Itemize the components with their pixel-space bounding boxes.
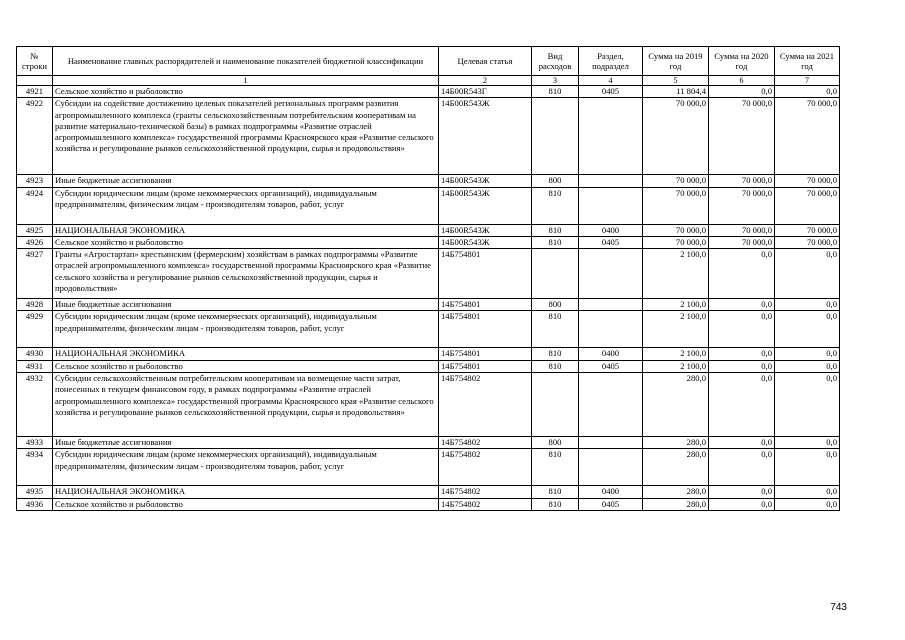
row-section <box>579 299 643 311</box>
table-row <box>17 187 840 224</box>
row-number: 4935 <box>17 486 53 498</box>
row-expense-type: 810 <box>532 311 579 348</box>
row-sum-2021: 0,0 <box>775 249 840 299</box>
header-row <box>17 47 840 76</box>
table-row <box>17 224 840 236</box>
row-sum-2021: 0,0 <box>775 299 840 311</box>
row-target-article: 14Б00R543Ж <box>439 187 532 224</box>
row-sum-2019: 2 100,0 <box>643 360 709 372</box>
table-row <box>17 348 840 360</box>
row-name: Субсидии сельскохозяйственным потребительским кооперативам на возмещение части затрат, понесенных в текущем финансовом году, в рамках подпрограммы «Развитие отраслей агропромышленного комплекса» государственной программы Красноярского края «Развитие сельского хозяйства и регулирование рынков сельскохозяйственной продукции, сырья и продовольствия» <box>53 373 439 437</box>
row-sum-2020: 70 000,0 <box>709 98 775 175</box>
row-number: 4923 <box>17 175 53 187</box>
table-row <box>17 360 840 372</box>
row-number: 4924 <box>17 187 53 224</box>
row-section: 0400 <box>579 224 643 236</box>
row-target-article: 14Б754802 <box>439 437 532 449</box>
column-number: 6 <box>709 76 775 86</box>
column-number: 3 <box>532 76 579 86</box>
row-sum-2021: 0,0 <box>775 311 840 348</box>
row-number: 4936 <box>17 498 53 510</box>
row-name: НАЦИОНАЛЬНАЯ ЭКОНОМИКА <box>53 224 439 236</box>
row-sum-2021: 70 000,0 <box>775 224 840 236</box>
table-row <box>17 437 840 449</box>
row-sum-2019: 2 100,0 <box>643 311 709 348</box>
row-section <box>579 98 643 175</box>
row-section <box>579 249 643 299</box>
column-number: 4 <box>579 76 643 86</box>
column-number: 7 <box>775 76 840 86</box>
row-sum-2021: 0,0 <box>775 86 840 98</box>
row-number: 4929 <box>17 311 53 348</box>
row-sum-2019: 70 000,0 <box>643 187 709 224</box>
row-target-article: 14Б00R543Ж <box>439 236 532 248</box>
col-header-target-article: Целевая статья <box>439 47 532 76</box>
row-target-article: 14Б754801 <box>439 249 532 299</box>
row-section <box>579 311 643 348</box>
table-row <box>17 236 840 248</box>
row-sum-2019: 2 100,0 <box>643 249 709 299</box>
row-expense-type: 810 <box>532 224 579 236</box>
row-expense-type: 810 <box>532 187 579 224</box>
row-section: 0405 <box>579 236 643 248</box>
page-number: 743 <box>830 602 847 613</box>
row-expense-type: 810 <box>532 86 579 98</box>
row-section <box>579 175 643 187</box>
row-expense-type: 800 <box>532 175 579 187</box>
row-target-article: 14Б754801 <box>439 360 532 372</box>
row-section: 0400 <box>579 348 643 360</box>
row-section: 0405 <box>579 86 643 98</box>
row-section <box>579 437 643 449</box>
row-target-article: 14Б754802 <box>439 486 532 498</box>
row-sum-2020: 0,0 <box>709 498 775 510</box>
row-number: 4930 <box>17 348 53 360</box>
row-expense-type: 810 <box>532 498 579 510</box>
row-sum-2021: 70 000,0 <box>775 175 840 187</box>
row-section <box>579 187 643 224</box>
column-number: 5 <box>643 76 709 86</box>
row-sum-2020: 70 000,0 <box>709 236 775 248</box>
row-name: Сельское хозяйство и рыболовство <box>53 360 439 372</box>
col-header-section: Раздел, подраздел <box>579 47 643 76</box>
row-sum-2020: 0,0 <box>709 486 775 498</box>
row-sum-2021: 0,0 <box>775 348 840 360</box>
row-sum-2020: 0,0 <box>709 437 775 449</box>
row-sum-2020: 70 000,0 <box>709 175 775 187</box>
col-header-sum-2019: Сумма на 2019 год <box>643 47 709 76</box>
row-sum-2019: 2 100,0 <box>643 348 709 360</box>
row-expense-type: 810 <box>532 449 579 486</box>
row-sum-2019: 280,0 <box>643 437 709 449</box>
column-number-blank <box>17 76 53 86</box>
row-sum-2020: 70 000,0 <box>709 224 775 236</box>
row-expense-type <box>532 98 579 175</box>
row-target-article: 14Б754801 <box>439 348 532 360</box>
row-sum-2021: 70 000,0 <box>775 236 840 248</box>
row-sum-2020: 70 000,0 <box>709 187 775 224</box>
row-number: 4933 <box>17 437 53 449</box>
row-expense-type <box>532 373 579 437</box>
row-number: 4932 <box>17 373 53 437</box>
row-expense-type: 810 <box>532 486 579 498</box>
row-sum-2020: 0,0 <box>709 311 775 348</box>
row-sum-2019: 70 000,0 <box>643 175 709 187</box>
row-section <box>579 449 643 486</box>
row-target-article: 14Б00R543Г <box>439 86 532 98</box>
budget-table <box>16 46 840 511</box>
table-row <box>17 299 840 311</box>
row-name: Гранты «Агростартап» крестьянским (фермерским) хозяйствам в рамках подпрограммы «Развитие отраслей агропромышленного комплекса» государственной программы Красноярского края «Развитие сельского хозяйства и регулирование рынков сельскохозяйственной продукции, сырья и продовольствия» <box>53 249 439 299</box>
col-header-name: Наименование главных распорядителей и наименование показателей бюджетной классификации <box>53 47 439 76</box>
row-name: Сельское хозяйство и рыболовство <box>53 236 439 248</box>
row-name: НАЦИОНАЛЬНАЯ ЭКОНОМИКА <box>53 486 439 498</box>
row-section: 0400 <box>579 486 643 498</box>
row-number: 4921 <box>17 86 53 98</box>
row-sum-2019: 70 000,0 <box>643 98 709 175</box>
row-sum-2019: 11 804,4 <box>643 86 709 98</box>
row-name: НАЦИОНАЛЬНАЯ ЭКОНОМИКА <box>53 348 439 360</box>
row-name: Иные бюджетные ассигнования <box>53 437 439 449</box>
row-sum-2021: 0,0 <box>775 437 840 449</box>
column-number: 2 <box>439 76 532 86</box>
table-row <box>17 311 840 348</box>
row-sum-2020: 0,0 <box>709 249 775 299</box>
row-expense-type: 800 <box>532 437 579 449</box>
column-number: 1 <box>53 76 439 86</box>
row-sum-2021: 0,0 <box>775 360 840 372</box>
row-name: Субсидии юридическим лицам (кроме некоммерческих организаций), индивидуальным предпринимателям, физическим лицам - производителям товаров, работ, услуг <box>53 187 439 224</box>
row-sum-2020: 0,0 <box>709 299 775 311</box>
row-number: 4922 <box>17 98 53 175</box>
row-number: 4934 <box>17 449 53 486</box>
row-sum-2019: 280,0 <box>643 449 709 486</box>
row-sum-2020: 0,0 <box>709 86 775 98</box>
row-sum-2019: 2 100,0 <box>643 299 709 311</box>
row-target-article: 14Б754802 <box>439 449 532 486</box>
row-number: 4925 <box>17 224 53 236</box>
row-target-article: 14Б754802 <box>439 498 532 510</box>
row-expense-type: 810 <box>532 348 579 360</box>
row-sum-2021: 70 000,0 <box>775 187 840 224</box>
row-name: Субсидии на содействие достижению целевых показателей региональных программ развития агропромышленного комплекса (гранты сельскохозяйственным потребительским кооперативам на развитие материально-технической базы) в рамках подпрограммы «Развитие отраслей агропромышленного комплекса» государственной программы Красноярского края «Развитие сельского хозяйства и регулирование рынков сельскохозяйственной продукции, сырья и продовольствия» <box>53 98 439 175</box>
col-header-expense-type: Вид расходов <box>532 47 579 76</box>
table-row <box>17 98 840 175</box>
col-header-sum-2021: Сумма на 2021 год <box>775 47 840 76</box>
row-target-article: 14Б00R543Ж <box>439 175 532 187</box>
row-sum-2020: 0,0 <box>709 373 775 437</box>
row-section: 0405 <box>579 360 643 372</box>
table-row <box>17 486 840 498</box>
row-number: 4928 <box>17 299 53 311</box>
row-name: Субсидии юридическим лицам (кроме некоммерческих организаций), индивидуальным предпринимателям, физическим лицам - производителям товаров, работ, услуг <box>53 311 439 348</box>
row-sum-2020: 0,0 <box>709 360 775 372</box>
table-row <box>17 86 840 98</box>
row-sum-2021: 0,0 <box>775 373 840 437</box>
row-sum-2019: 280,0 <box>643 498 709 510</box>
row-target-article: 14Б754801 <box>439 299 532 311</box>
row-section: 0405 <box>579 498 643 510</box>
row-sum-2019: 70 000,0 <box>643 224 709 236</box>
row-number: 4931 <box>17 360 53 372</box>
row-sum-2021: 70 000,0 <box>775 98 840 175</box>
table-row <box>17 175 840 187</box>
col-header-row-number: № строки <box>17 47 53 76</box>
row-name: Сельское хозяйство и рыболовство <box>53 86 439 98</box>
table-row <box>17 498 840 510</box>
row-sum-2019: 280,0 <box>643 373 709 437</box>
row-expense-type: 810 <box>532 236 579 248</box>
table-row <box>17 373 840 437</box>
row-sum-2021: 0,0 <box>775 449 840 486</box>
row-number: 4926 <box>17 236 53 248</box>
row-section <box>579 373 643 437</box>
row-expense-type <box>532 249 579 299</box>
row-number: 4927 <box>17 249 53 299</box>
row-sum-2021: 0,0 <box>775 498 840 510</box>
row-target-article: 14Б754802 <box>439 373 532 437</box>
table-row <box>17 249 840 299</box>
row-sum-2021: 0,0 <box>775 486 840 498</box>
row-name: Иные бюджетные ассигнования <box>53 175 439 187</box>
row-expense-type: 800 <box>532 299 579 311</box>
col-header-sum-2020: Сумма на 2020 год <box>709 47 775 76</box>
row-expense-type: 810 <box>532 360 579 372</box>
row-sum-2019: 70 000,0 <box>643 236 709 248</box>
row-target-article: 14Б00R543Ж <box>439 224 532 236</box>
row-sum-2020: 0,0 <box>709 348 775 360</box>
table-row <box>17 449 840 486</box>
row-sum-2020: 0,0 <box>709 449 775 486</box>
row-name: Сельское хозяйство и рыболовство <box>53 498 439 510</box>
row-target-article: 14Б754801 <box>439 311 532 348</box>
row-name: Иные бюджетные ассигнования <box>53 299 439 311</box>
column-number-row <box>17 76 840 86</box>
row-sum-2019: 280,0 <box>643 486 709 498</box>
row-target-article: 14Б00R543Ж <box>439 98 532 175</box>
row-name: Субсидии юридическим лицам (кроме некоммерческих организаций), индивидуальным предпринимателям, физическим лицам - производителям товаров, работ, услуг <box>53 449 439 486</box>
